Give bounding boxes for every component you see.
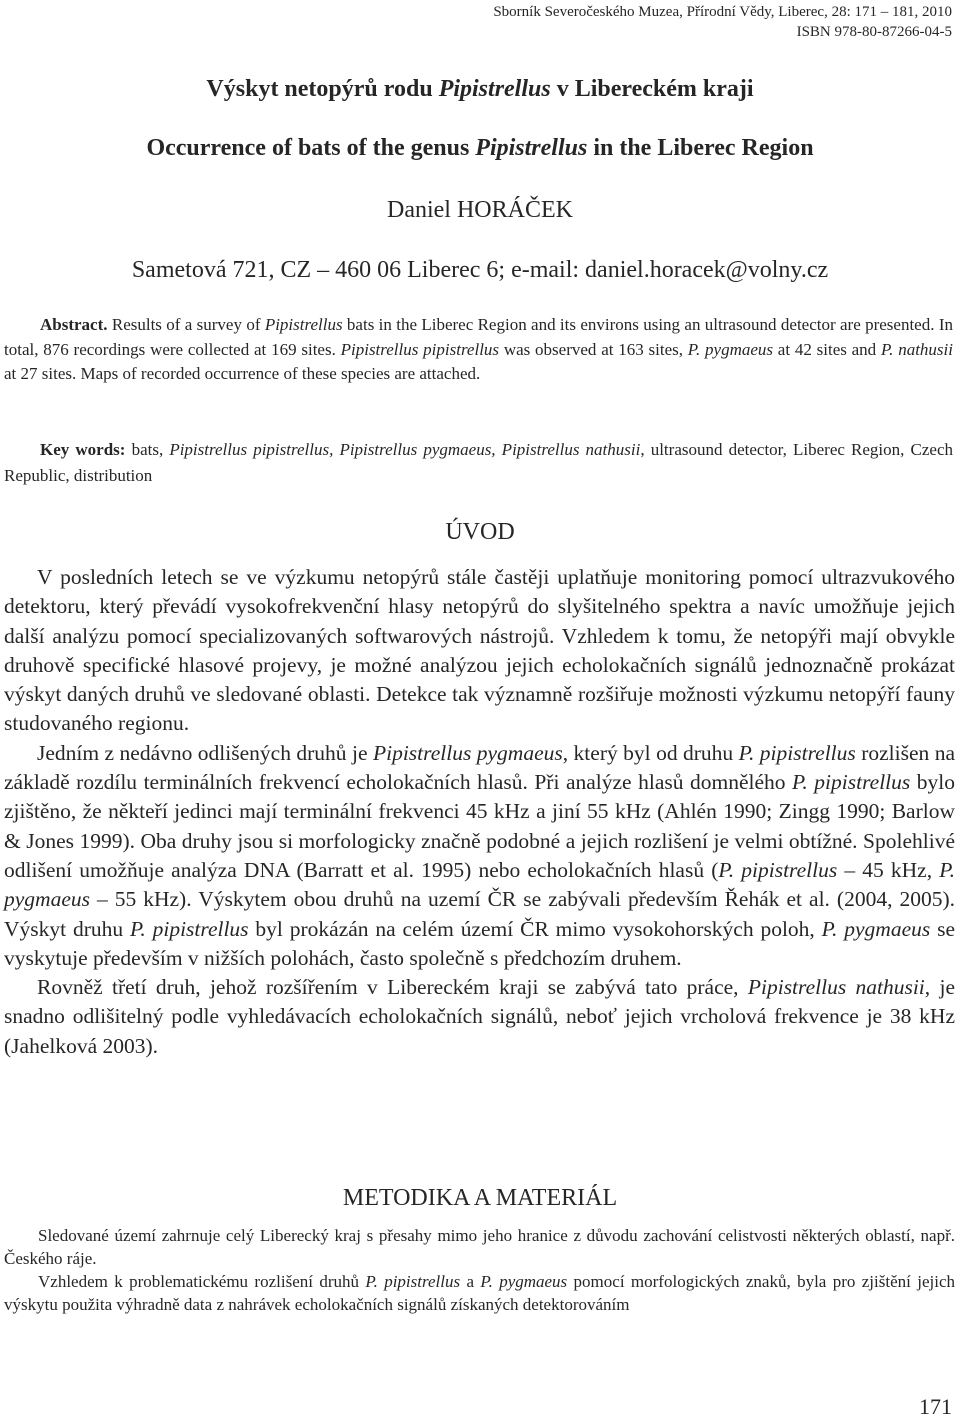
author-name: Daniel HORÁČEK (387, 197, 573, 223)
section-heading-uvod: ÚVOD (445, 519, 515, 545)
keywords: Key words: bats, Pipistrellus pipistrellus, Pipistrellus pygmaeus, Pipistrellus nathusii, ultrasound detector, Liberec Region, Czech Republic, distribution (4, 440, 953, 485)
abstract: Abstract. Results of a survey of Pipistrellus bats in the Liberec Region and its environs using an ultrasound detector are presented. In total, 876 recordings were collected at 169 sites. Pipistrellus pipistrellus was observed at 163 sites, P. pygmaeus at 42 sites and P. nathusii at 27 sites. Maps of recorded occurrence of these species are attached. (4, 315, 953, 383)
isbn: ISBN 978-80-87266-04-5 (796, 24, 952, 40)
methods-paragraph-2: Vzhledem k problematickému rozlišení druhů P. pipistrellus a P. pygmaeus pomocí morfologických znaků, byla pro zjištění jejich výskytu použita výhradně data z nahrávek echolokačních signálů získaných detektorováním (4, 1272, 955, 1314)
author-address: Sametová 721, CZ – 460 06 Liberec 6; e-mail: daniel.horacek@volny.cz (131, 257, 829, 283)
title-english: Occurrence of bats of the genus Pipistrellus in the Liberec Region (146, 135, 814, 161)
page-number: 171 (919, 1394, 952, 1419)
intro-paragraph-2: Jedním z nedávno odlišených druhů je Pipistrellus pygmaeus, který byl od druhu P. pipistrellus rozlišen na základě rozdílu terminálních frekvencí echolokačních hlasů. Při analýze hlasů domnělého P. pipistrellus bylo zjištěno, že někteří jedinci mají terminální frekvenci 45 kHz a jiní 55 kHz (Ahlén 1990; Zingg 1990; Barlow & Jones 1999). Oba druhy jsou si morfologicky značně podobné a jejich rozlišení je velmi obtížné. Spolehlivé odlišení umožňuje analýza DNA (Barratt et al. 1995) nebo echolokačních hlasů (P. pipistrellus – 45 kHz, P. pygmaeus – 55 kHz). Výskytem obou druhů na uzemí ČR se zabývali především Řehák et al. (2004, 2005). Výskyt druhu P. pipistrellus byl prokázán na celém území ČR mimo vysokohorských poloh, P. pygmaeus se vyskytuje především v nižších polohách, často společně s předchozím druhem. (4, 740, 956, 970)
intro-paragraph-1: V posledních letech se ve výzkumu netopýrů stále častěji uplatňuje monitoring pomocí ultrazvukového detektoru, který převádí vysokofrekvenční hlasy netopýrů do slyšitelného spektra a navíc umožňuje jejich další analýzu pomocí specializovaných softwarových nástrojů. Vzhledem k tomu, že netopýři mají obvykle druhově specifické hlasové projevy, je možné analýzou jejich echolokačních signálů jednoznačně prokázat výskyt daných druhů ve sledované oblasti. Detekce tak významně rozšiřuje možnosti výzkumu netopýří fauny studovaného regionu. (4, 565, 955, 736)
methods-paragraph-1: Sledované území zahrnuje celý Liberecký kraj s přesahy mimo jeho hranice z důvodu zachování celistvosti některých oblastí, např. Českého ráje. (4, 1226, 955, 1268)
methods-body (4, 1224, 955, 1316)
introduction-body (4, 563, 955, 1061)
running-header (493, 2, 952, 42)
title-czech: Výskyt netopýrů rodu Pipistrellus v Libereckém kraji (206, 76, 754, 102)
journal-citation: Sborník Severočeského Muzea, Přírodní Vědy, Liberec, 28: 171 – 181, 2010 (493, 4, 952, 20)
abstract-label: Abstract. (40, 315, 108, 334)
keywords-label: Key words: (40, 440, 126, 459)
section-heading-metodika: METODIKA A MATERIÁL (342, 1185, 618, 1211)
intro-paragraph-3: Rovněž třetí druh, jehož rozšířením v Libereckém kraji se zabývá tato práce, Pipistrellus nathusii, je snadno odlišitelný podle vyhledávacích echolokačních signálů, neboť jejich vrcholová frekvence je 38 kHz (Jahelková 2003). (4, 975, 955, 1058)
